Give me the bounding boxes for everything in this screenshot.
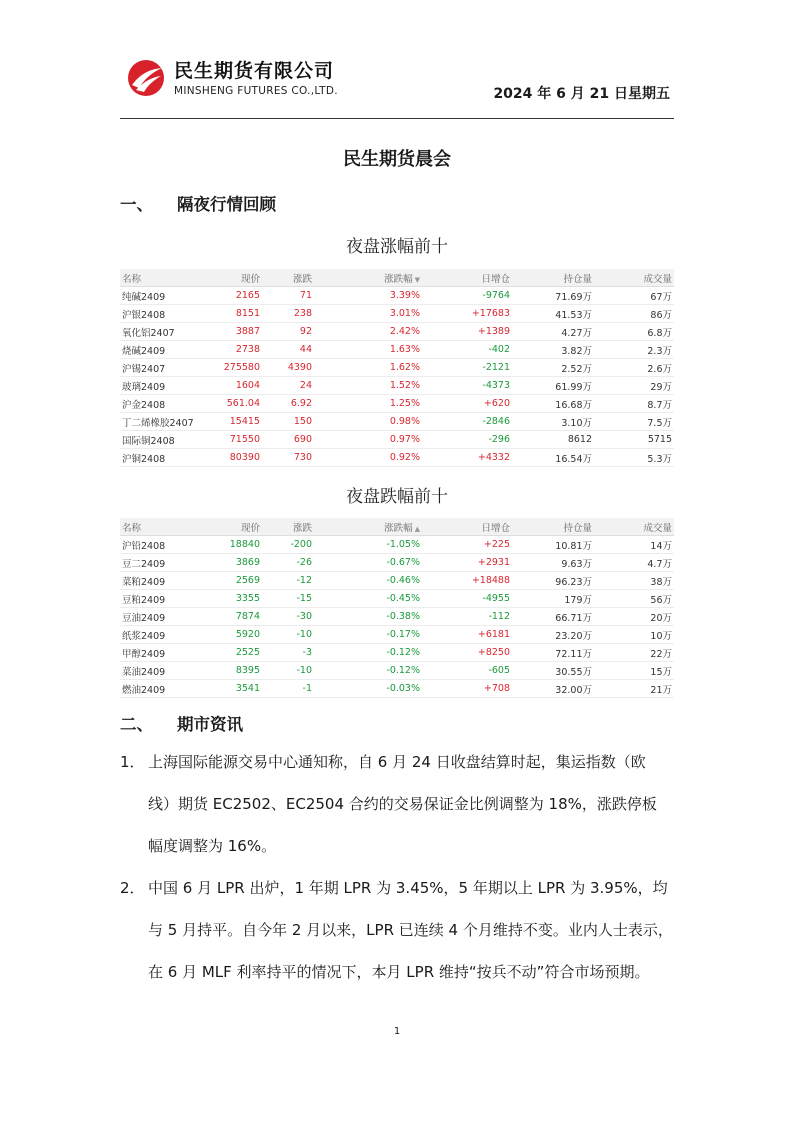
column-label: 持仓量 [563, 273, 592, 285]
cell-volume: 2.3万 [594, 341, 674, 359]
column-label: 名称 [122, 273, 142, 285]
section-number: 二、 [120, 715, 153, 734]
cell-open-interest: 41.53万 [512, 305, 594, 323]
cell-price: 7874 [210, 608, 262, 626]
table-row[interactable] [120, 626, 674, 644]
cell-change-pct: 3.01% [314, 305, 422, 323]
cell-volume: 5.3万 [594, 449, 674, 467]
cell-name: 氧化铝2407 [120, 323, 210, 341]
cell-price: 2165 [210, 287, 262, 305]
cell-oi-change: -2846 [422, 413, 512, 431]
cell-change: -30 [262, 608, 314, 626]
cell-volume: 86万 [594, 305, 674, 323]
cell-oi-change: +18488 [422, 572, 512, 590]
cell-change: -10 [262, 626, 314, 644]
column-header[interactable] [512, 269, 594, 287]
cell-oi-change: -9764 [422, 287, 512, 305]
column-header[interactable] [210, 518, 262, 536]
column-label: 成交量 [643, 522, 672, 534]
cell-name: 菜油2409 [120, 662, 210, 680]
cell-price: 1604 [210, 377, 262, 395]
cell-change: -12 [262, 572, 314, 590]
document-title: 民生期货晨会 [343, 149, 451, 170]
table-row[interactable] [120, 554, 674, 572]
cell-change: 6.92 [262, 395, 314, 413]
column-label: 持仓量 [563, 522, 592, 534]
cell-volume: 7.5万 [594, 413, 674, 431]
cell-change-pct: -0.17% [314, 626, 422, 644]
gainers-table [120, 269, 674, 467]
table-row[interactable] [120, 536, 674, 554]
table-row[interactable] [120, 413, 674, 431]
table-header-row [120, 269, 674, 287]
cell-change: 71 [262, 287, 314, 305]
cell-oi-change: +8250 [422, 644, 512, 662]
cell-change: -1 [262, 680, 314, 698]
column-label: 涨跌幅 [384, 273, 413, 285]
cell-oi-change: -402 [422, 341, 512, 359]
table-row[interactable] [120, 323, 674, 341]
column-label: 涨跌幅 [384, 522, 413, 534]
cell-price: 3541 [210, 680, 262, 698]
table-row[interactable] [120, 395, 674, 413]
cell-oi-change: +6181 [422, 626, 512, 644]
cell-open-interest: 71.69万 [512, 287, 594, 305]
cell-price: 80390 [210, 449, 262, 467]
cell-name: 豆粕2409 [120, 590, 210, 608]
cell-change-pct: 1.25% [314, 395, 422, 413]
cell-price: 3869 [210, 554, 262, 572]
table-row[interactable] [120, 608, 674, 626]
cell-name: 沪铅2408 [120, 536, 210, 554]
cell-volume: 4.7万 [594, 554, 674, 572]
cell-change: 92 [262, 323, 314, 341]
cell-name: 纸浆2409 [120, 626, 210, 644]
cell-open-interest: 179万 [512, 590, 594, 608]
column-label: 日增仓 [481, 522, 510, 534]
cell-open-interest: 16.54万 [512, 449, 594, 467]
cell-change-pct: -0.12% [314, 662, 422, 680]
cell-change: 238 [262, 305, 314, 323]
cell-change: 150 [262, 413, 314, 431]
cell-change: -3 [262, 644, 314, 662]
cell-change: -10 [262, 662, 314, 680]
cell-volume: 29万 [594, 377, 674, 395]
report-date: 2024 年 6 月 21 日星期五 [493, 86, 670, 102]
news-item-2 [120, 867, 674, 993]
cell-name: 甲醇2409 [120, 644, 210, 662]
cell-oi-change: -4955 [422, 590, 512, 608]
table-header-row [120, 518, 674, 536]
company-logo [126, 55, 366, 101]
news-number: 2． [120, 879, 145, 897]
header-divider [120, 118, 674, 119]
news-number: 1． [120, 753, 145, 771]
cell-open-interest: 10.81万 [512, 536, 594, 554]
news-line: 线）期货 EC2502、EC2504 合约的交易保证金比例调整为 18%，涨跌停板 [148, 795, 657, 813]
news-line: 上海国际能源交易中心通知称，自 6 月 24 日收盘结算时起，集运指数（欧 [148, 753, 646, 771]
cell-volume: 22万 [594, 644, 674, 662]
cell-name: 燃油2409 [120, 680, 210, 698]
cell-volume: 67万 [594, 287, 674, 305]
column-label: 现价 [240, 273, 260, 285]
cell-open-interest: 2.52万 [512, 359, 594, 377]
cell-name: 豆油2409 [120, 608, 210, 626]
cell-change-pct: -0.45% [314, 590, 422, 608]
news-line: 幅度调整为 16%。 [148, 837, 277, 855]
cell-price: 561.04 [210, 395, 262, 413]
column-header[interactable] [422, 518, 512, 536]
cell-price: 2569 [210, 572, 262, 590]
cell-name: 沪铜2408 [120, 449, 210, 467]
cell-price: 2525 [210, 644, 262, 662]
cell-change-pct: -0.12% [314, 644, 422, 662]
page-header [120, 55, 674, 119]
sort-icon: ▲ [414, 524, 420, 533]
cell-name: 玻璃2409 [120, 377, 210, 395]
column-header[interactable] [210, 269, 262, 287]
cell-volume: 15万 [594, 662, 674, 680]
cell-change-pct: 1.62% [314, 359, 422, 377]
news-line: 在 6 月 MLF 利率持平的情况下，本月 LPR 维持“按兵不动”符合市场预期。 [148, 963, 650, 981]
cell-open-interest: 23.20万 [512, 626, 594, 644]
section-title: 期市资讯 [177, 715, 243, 734]
cell-open-interest: 4.27万 [512, 323, 594, 341]
section-title: 隔夜行情回顾 [177, 195, 276, 214]
cell-change: 24 [262, 377, 314, 395]
cell-oi-change: +620 [422, 395, 512, 413]
cell-change-pct: 0.97% [314, 431, 422, 449]
cell-change: 690 [262, 431, 314, 449]
cell-oi-change: +225 [422, 536, 512, 554]
cell-change-pct: -0.03% [314, 680, 422, 698]
cell-name: 丁二烯橡胶2407 [120, 413, 210, 431]
cell-change-pct: 1.63% [314, 341, 422, 359]
cell-price: 5920 [210, 626, 262, 644]
losers-table [120, 518, 674, 698]
cell-change: 4390 [262, 359, 314, 377]
cell-open-interest: 72.11万 [512, 644, 594, 662]
cell-open-interest: 66.71万 [512, 608, 594, 626]
cell-change-pct: 1.52% [314, 377, 422, 395]
cell-oi-change: -296 [422, 431, 512, 449]
cell-volume: 38万 [594, 572, 674, 590]
cell-oi-change: -2121 [422, 359, 512, 377]
table-row[interactable] [120, 680, 674, 698]
column-label: 名称 [122, 522, 142, 534]
cell-oi-change: -605 [422, 662, 512, 680]
cell-change-pct: -0.67% [314, 554, 422, 572]
column-label: 日增仓 [481, 273, 510, 285]
cell-change-pct: -1.05% [314, 536, 422, 554]
section-heading-news [120, 711, 243, 735]
cell-price: 8151 [210, 305, 262, 323]
company-name-en: MINSHENG FUTURES CO.,LTD. [174, 85, 338, 97]
table-row[interactable] [120, 590, 674, 608]
cell-volume: 5715 [594, 431, 674, 449]
news-line: 与 5 月持平。自今年 2 月以来，LPR 已连续 4 个月维持不变。业内人士表示， [148, 921, 673, 939]
table-row[interactable] [120, 287, 674, 305]
table-row[interactable] [120, 305, 674, 323]
cell-name: 沪银2408 [120, 305, 210, 323]
cell-change: -15 [262, 590, 314, 608]
cell-name: 菜粕2409 [120, 572, 210, 590]
cell-oi-change: +708 [422, 680, 512, 698]
cell-price: 2738 [210, 341, 262, 359]
cell-change: -200 [262, 536, 314, 554]
cell-open-interest: 3.82万 [512, 341, 594, 359]
cell-name: 烧碱2409 [120, 341, 210, 359]
cell-oi-change: +17683 [422, 305, 512, 323]
cell-change-pct: 0.92% [314, 449, 422, 467]
cell-open-interest: 61.99万 [512, 377, 594, 395]
cell-change: 44 [262, 341, 314, 359]
table-row[interactable] [120, 449, 674, 467]
cell-change: -26 [262, 554, 314, 572]
section-number: 一、 [120, 195, 153, 214]
cell-volume: 21万 [594, 680, 674, 698]
cell-price: 3355 [210, 590, 262, 608]
cell-open-interest: 30.55万 [512, 662, 594, 680]
cell-name: 纯碱2409 [120, 287, 210, 305]
news-line: 中国 6 月 LPR 出炉，1 年期 LPR 为 3.45%，5 年期以上 LPR 为 3.95%，均 [148, 879, 668, 897]
cell-open-interest: 16.68万 [512, 395, 594, 413]
cell-price: 8395 [210, 662, 262, 680]
cell-change-pct: 3.39% [314, 287, 422, 305]
cell-price: 3887 [210, 323, 262, 341]
cell-change-pct: 2.42% [314, 323, 422, 341]
column-label: 现价 [240, 522, 260, 534]
cell-oi-change: -4373 [422, 377, 512, 395]
column-header[interactable] [422, 269, 512, 287]
cell-oi-change: +4332 [422, 449, 512, 467]
cell-volume: 10万 [594, 626, 674, 644]
cell-price: 275580 [210, 359, 262, 377]
sort-icon: ▼ [414, 275, 420, 284]
cell-open-interest: 96.23万 [512, 572, 594, 590]
table-row[interactable] [120, 341, 674, 359]
column-header[interactable] [120, 518, 210, 536]
column-header[interactable] [314, 269, 422, 287]
cell-change-pct: -0.46% [314, 572, 422, 590]
table-row[interactable] [120, 377, 674, 395]
table-row[interactable] [120, 572, 674, 590]
cell-name: 豆二2409 [120, 554, 210, 572]
cell-volume: 56万 [594, 590, 674, 608]
cell-name: 沪金2408 [120, 395, 210, 413]
news-item-1 [120, 741, 674, 867]
cell-oi-change: +2931 [422, 554, 512, 572]
cell-volume: 8.7万 [594, 395, 674, 413]
company-name-cn: 民生期货有限公司 [174, 60, 335, 82]
cell-volume: 6.8万 [594, 323, 674, 341]
cell-name: 沪锡2407 [120, 359, 210, 377]
cell-price: 71550 [210, 431, 262, 449]
cell-volume: 14万 [594, 536, 674, 554]
losers-table-title: 夜盘跌幅前十 [346, 487, 448, 507]
table-row[interactable] [120, 359, 674, 377]
cell-change: 730 [262, 449, 314, 467]
minsheng-logo-icon [126, 58, 166, 98]
cell-change-pct: -0.38% [314, 608, 422, 626]
column-label: 涨跌 [292, 522, 312, 534]
column-header[interactable] [594, 269, 674, 287]
page-number: 1 [393, 1026, 401, 1037]
section-heading-review [120, 191, 276, 215]
cell-change-pct: 0.98% [314, 413, 422, 431]
cell-oi-change: +1389 [422, 323, 512, 341]
cell-volume: 2.6万 [594, 359, 674, 377]
column-header[interactable] [512, 518, 594, 536]
cell-open-interest: 32.00万 [512, 680, 594, 698]
column-header[interactable] [594, 518, 674, 536]
gainers-table-title: 夜盘涨幅前十 [346, 237, 448, 257]
column-header[interactable] [314, 518, 422, 536]
column-header[interactable] [262, 518, 314, 536]
table-row[interactable] [120, 644, 674, 662]
cell-open-interest: 8612 [512, 431, 594, 449]
cell-oi-change: -112 [422, 608, 512, 626]
cell-name: 国际铜2408 [120, 431, 210, 449]
cell-price: 18840 [210, 536, 262, 554]
column-header[interactable] [120, 269, 210, 287]
table-row[interactable] [120, 431, 674, 449]
cell-price: 15415 [210, 413, 262, 431]
table-row[interactable] [120, 662, 674, 680]
column-label: 涨跌 [292, 273, 312, 285]
cell-volume: 20万 [594, 608, 674, 626]
cell-open-interest: 3.10万 [512, 413, 594, 431]
column-label: 成交量 [643, 273, 672, 285]
cell-open-interest: 9.63万 [512, 554, 594, 572]
column-header[interactable] [262, 269, 314, 287]
